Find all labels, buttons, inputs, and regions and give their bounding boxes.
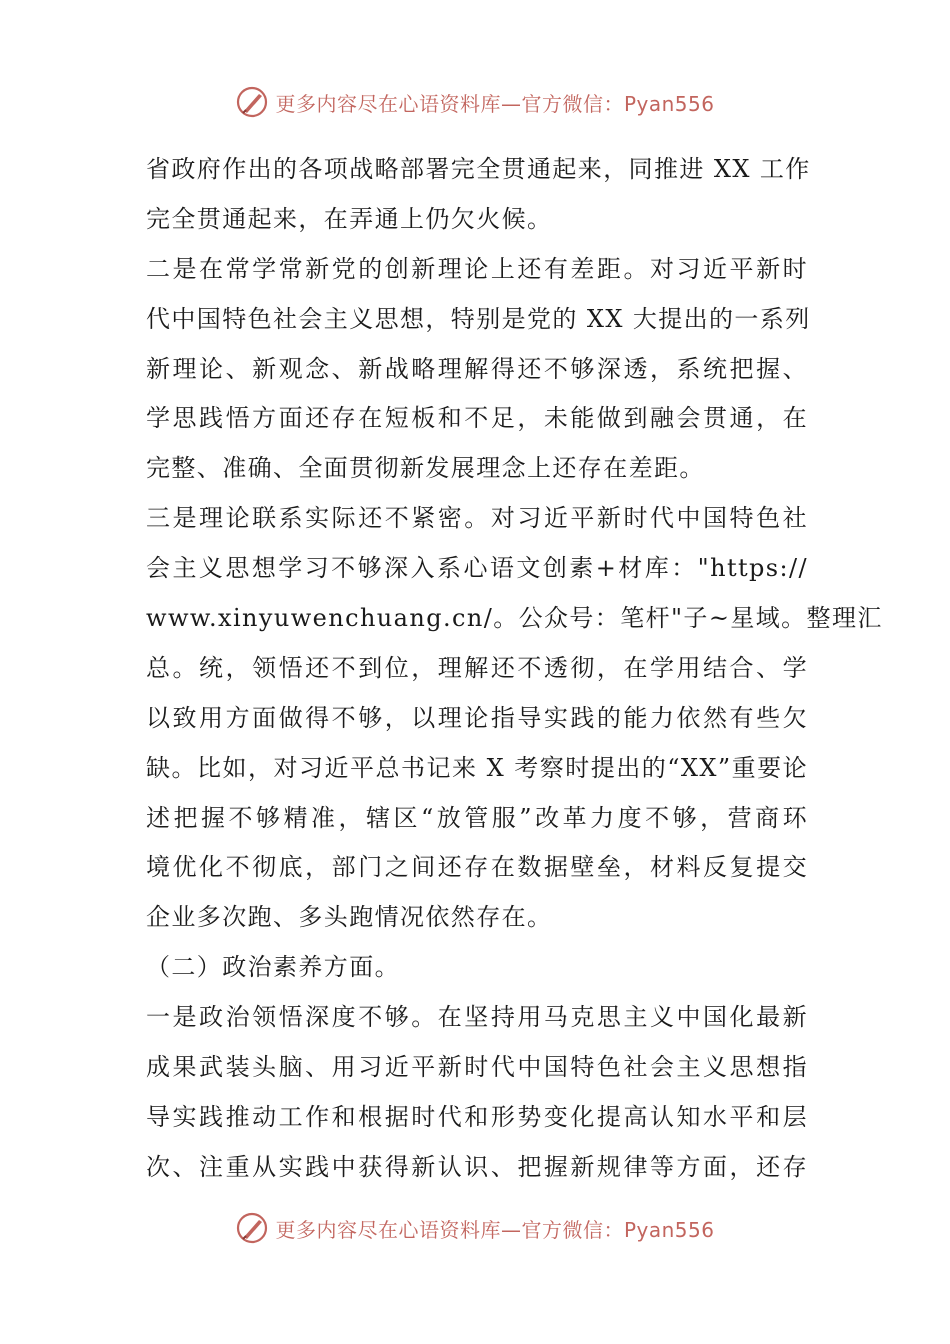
text-line: 完全贯通起来，在弄通上仍欠火候。 [146, 204, 553, 233]
text-line: 缺。比如，对习近平总书记来 X 考察时提出的“XX”重要论 [146, 753, 808, 782]
text-line: 会主义思想学习不够深入系心语文创素+材库："https:// [146, 554, 808, 583]
text-line: 导实践推动工作和根据时代和形势变化提高认知水平和层 [146, 1102, 808, 1131]
text-line: 一是政治领悟深度不够。在坚持用马克思主义中国化最新 [146, 1003, 808, 1032]
text-line: 二是在常学常新党的创新理论上还有差距。对习近平新时 [146, 254, 808, 283]
text-line: 新理论、新观念、新战略理解得还不够深透，系统把握、 [146, 354, 808, 383]
quill-logo-icon [235, 1211, 269, 1245]
text-line: 省政府作出的各项战略部署完全贯通起来，同推进 XX 工作 [146, 155, 811, 183]
footer-watermark-text: 更多内容尽在心语资料库—官方微信：Pyan556 [275, 1217, 715, 1242]
text-line: 学思践悟方面还存在短板和不足，未能做到融会贯通，在 [146, 404, 808, 433]
document-body [146, 145, 883, 1193]
header-watermark [0, 82, 950, 122]
text-line: 总。统，领悟还不到位，理解还不透彻，在学用结合、学 [146, 653, 808, 682]
footer-watermark [0, 1208, 950, 1248]
text-line: 境优化不彻底，部门之间还存在数据壁垒，材料反复提交 [146, 853, 808, 882]
text-line: 以致用方面做得不够，以理论指导实践的能力依然有些欠 [146, 703, 808, 732]
text-line: 成果武装头脑、用习近平新时代中国特色社会主义思想指 [146, 1053, 808, 1082]
text-line: www.xinyuwenchuang.cn/。公众号：笔杆"子~星域。整理汇 [146, 604, 883, 633]
text-line: 三是理论联系实际还不紧密。对习近平新时代中国特色社 [146, 504, 808, 533]
text-line: 述把握不够精准，辖区“放管服”改革力度不够，营商环 [146, 803, 808, 832]
text-line: 代中国特色社会主义思想，特别是党的 XX 大提出的一系列 [146, 304, 811, 333]
text-line: 企业多次跑、多头跑情况依然存在。 [146, 903, 553, 932]
header-watermark-text: 更多内容尽在心语资料库—官方微信：Pyan556 [275, 91, 715, 116]
text-line: 次、注重从实践中获得新认识、把握新规律等方面，还存 [146, 1152, 808, 1181]
section-heading: （二）政治素养方面。 [146, 953, 400, 982]
text-line: 完整、准确、全面贯彻新发展理念上还存在差距。 [146, 454, 705, 483]
quill-logo-icon [235, 85, 269, 119]
